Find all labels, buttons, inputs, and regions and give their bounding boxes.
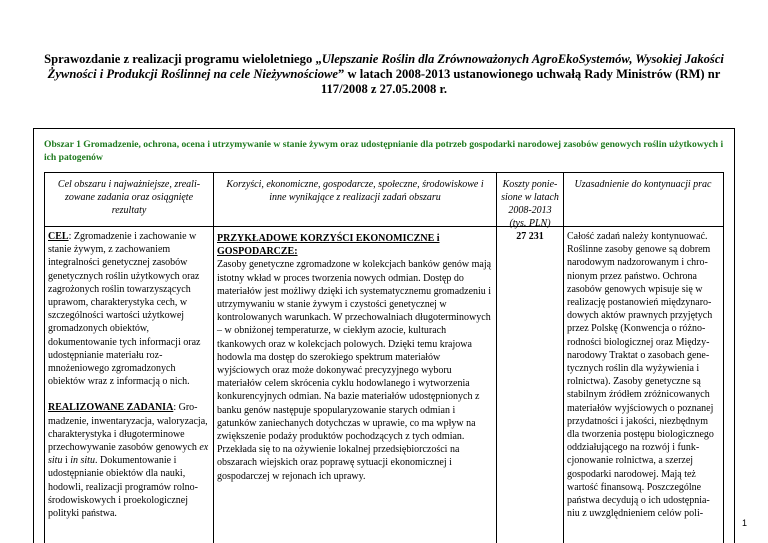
header-row-border — [44, 226, 724, 227]
document-title: Sprawozdanie z realizacji programu wieloletniego „Ulepszanie Roślin dla Zrównoważonych AgroEkoSystemów, Wysokiej Jakości Żywności i Produkcji Roślinnej na cele Nieżywnościowe” w latach 2008-2013 ustanowionego uchwałą Rady Ministrów (RM) nr 117/2008 z 27.05.2008 r. — [44, 52, 724, 96]
benefits-text: Zasoby genetyczne zgromadzone w kolekcjach banków genów mają istotny wkład w proces tworzenia nowych odmian. Dostęp do materiałów jest możliwy dzięki ich systematycznemu gromadzeniu i utrzymywaniu w stanie żywym i czystości genetycznej w kontrolowanych warunkach. W przechowalniach długoterminowych – w obniżonej temperaturze, w ciekłym azocie, kulturach tkankowych oraz w kolekcjach polowych. Dzięki temu krajowa hodowla ma dostęp do szerokiego spektrum materiałów wyjściowych oraz może dokonywać precyzyjnego wyboru materiałów celem skrócenia cyklu hodowlanego i wytworzenia konkurencyjnych odmian. Na bazie materiałów udostępnionych z banku genów następuje spopularyzowanie starych odmian i gatunków zaniechanych dotychczas w uprawie, co ma wpływ na zwiększenie podaży produktów pochodzących z tych odmian. Przekłada się to na ożywienie lokalnej przedsiębiorczości na obszarach wiejskich oraz poprawę sytuacji ekonomicznej i gospodarczej w rejonach ich uprawy. — [217, 259, 492, 482]
table-right-border — [723, 172, 724, 543]
page-number: 1 — [742, 518, 748, 528]
benefits-heading: PRZYKŁADOWE KORZYŚCI EKONOMICZNE i GOSPODARCZE: — [217, 233, 440, 258]
column-divider — [563, 172, 564, 543]
goal-paragraph: CEL: Zgromadzenie i zachowanie w stanie żywym, z zachowaniem integralności genetycznej zasobów genetycznych roślin użytkowych oraz zagrożonych roślin towarzyszących uprawom, charakterystyka cech, w szczególności wartości użytkowej gromadzonych obiektów, dokumentowanie tych informacji oraz udostępnianie materiału rozmnożeniowego zgromadzonych obiektów wraz z informacją o nich. — [48, 231, 201, 388]
table-top-border — [44, 172, 724, 173]
table-left-border — [44, 172, 45, 543]
tasks-paragraph: REALIZOWANE ZADANIA: Gromadzenie, inwentaryzacja, waloryzacja, charakterystyka i długoterminowe przechowywanie zasobów genowych ex situ i in situ. Dokumentowanie i udostępnianie obiektów dla nauki, hodowli, realizacji programów rolno-środowiskowych i proekologicznej polityki państwa. — [48, 402, 209, 520]
header-justification: Uzasadnienie do kontynuacji prac — [574, 179, 712, 190]
justification-cell: Całość zadań należy kontynuować. Roślinne zasoby genowe są dobrem narodowym nadzorowanym i chronionym przez państwo. Ochrona zasobów genowych wpisuje się w realizację postanowień międzynarodowych aktów prawnych przyjętych przez Polskę (Konwencja o różnorodności biologicznej oraz Międzynarodowy Traktat o zasobach genetycznych roślin dla wyżywienia i rolnictwa). Zasoby genetyczne są stabilnym źródłem zróżnicowanych materiałów wyjściowych o poznanej przydatności i jakości, niezbędnym dla tworzenia postępu biologicznego oddziałującego na rozwój i funkcjonowanie rolnictwa, a szerzej gospodarki narodowej. Mają też wartość finansową. Poszczególne państwa decydują o ich udostępnianiu z uwzględnieniem celów poli- — [567, 231, 714, 520]
goal-cell — [48, 230, 210, 520]
header-goal: Cel obszaru i najważniejsze, zrealizowane zadania oraz osiągnięte rezultaty — [57, 179, 201, 216]
header-benefits: Korzyści, ekonomiczne, gospodarcze, społeczne, środowiskowe i inne wynikające z realizacji zadań obszaru — [226, 179, 484, 203]
column-divider — [213, 172, 214, 543]
header-costs: Koszty poniesione w latach 2008-2013 (tys. PLN) — [501, 179, 559, 229]
program-name: Ulepszanie Roślin dla Zrównoważonych AgroEkoSystemów, Wysokiej Jakości Żywności i Produkcji Roślinnej na cele Nieżywnościowe — [47, 52, 724, 81]
cost-value: 27 231 — [516, 231, 544, 242]
benefits-cell — [217, 232, 493, 483]
column-divider — [496, 172, 497, 543]
area-header: Obszar 1 Gromadzenie, ochrona, ocena i utrzymywanie w stanie żywym oraz udostępnianie dla potrzeb gospodarki narodowej zasobów genowych roślin użytkowych i ich patogenów — [44, 139, 724, 163]
